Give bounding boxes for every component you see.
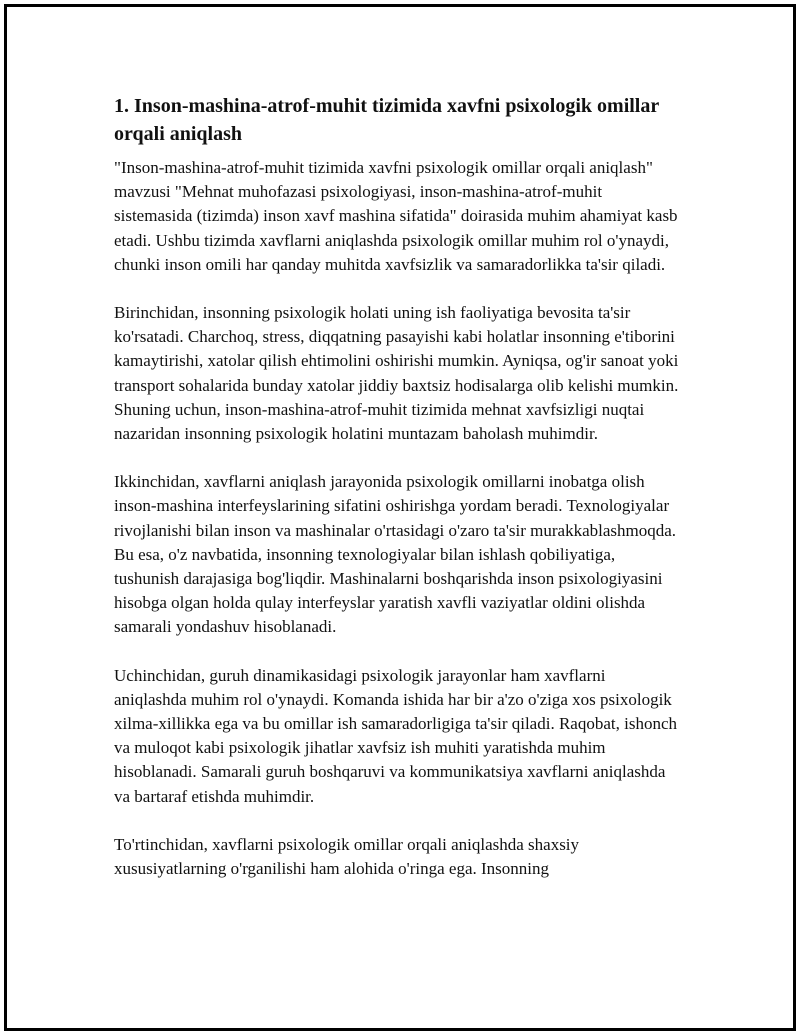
paragraph-first: Birinchidan, insonning psixologik holati uning ish faoliyatiga bevosita ta'sir ko'rsatadi. Charchoq, stress, diqqatning pasayishi kabi holatlar insonning e'tiborini kamaytirishi, xatolar qilish ehtimolini oshirishi mumkin. Ayniqsa, og'ir sanoat yoki transport sohalarida bunday xatolar jiddiy baxtsiz hodisalarga olib kelishi mumkin. Shuning uchun, inson-mashina-atrof-muhit tizimida mehnat xavfsizligi nuqtai nazaridan insonning psixologik holatini muntazam baholash muhimdir. — [114, 303, 679, 444]
paragraph-third: Uchinchidan, guruh dinamikasidagi psixologik jarayonlar ham xavflarni aniqlashda muhim rol o'ynaydi. Komanda ishida har bir a'zo o'ziga xos psixologik xilma-xillikka ega va bu omillar ish samaradorligiga ta'sir qiladi. Raqobat, ishonch va muloqot kabi psixologik jihatlar xavfsiz ish muhiti yaratishda muhim hisoblanadi. Samarali guruh boshqaruvi va kommunikatsiya xavflarni aniqlashda va bartaraf etishda muhimdir. — [114, 665, 677, 806]
paragraph-fourth: To'rtinchidan, xavflarni psixologik omillar orqali aniqlashda shaxsiy xususiyatlarning o'rganilishi ham alohida o'ringa ega. Insonning — [114, 834, 580, 879]
document-body — [114, 92, 680, 905]
section-heading: 1. Inson-mashina-atrof-muhit tizimida xavfni psixologik omillar orqali aniqlash — [114, 95, 659, 145]
paragraph-intro: "Inson-mashina-atrof-muhit tizimida xavfni psixologik omillar orqali aniqlash" mavzusi "Mehnat muhofazasi psixologiyasi, inson-mashina-atrof-muhit sistemasida (tizimda) inson xavf mashina sifatida" doirasida muhim ahamiyat kasb etadi. Ushbu tizimda xavflarni aniqlashda psixologik omillar muhim rol o'ynaydi, chunki inson omili har qanday muhitda xavfsizlik va samaradorlikka ta'sir qiladi. — [114, 158, 678, 274]
paragraph-second: Ikkinchidan, xavflarni aniqlash jarayonida psixologik omillarni inobatga olish inson-mashina interfeyslarining sifatini oshirishga yordam beradi. Texnologiyalar rivojlanishi bilan inson va mashinalar o'rtasidagi o'zaro ta'sir murakkablashmoqda. Bu esa, o'z navbatida, insonning texnologiyalar bilan ishlash qobiliyatiga, tushunish darajasiga bog'liqdir. Mashinalarni boshqarishda inson psixologiyasini hisobga olgan holda qulay interfeyslar yaratish xavfli vaziyatlar oldini olishda samarali yondashuv hisoblanadi. — [114, 472, 677, 637]
